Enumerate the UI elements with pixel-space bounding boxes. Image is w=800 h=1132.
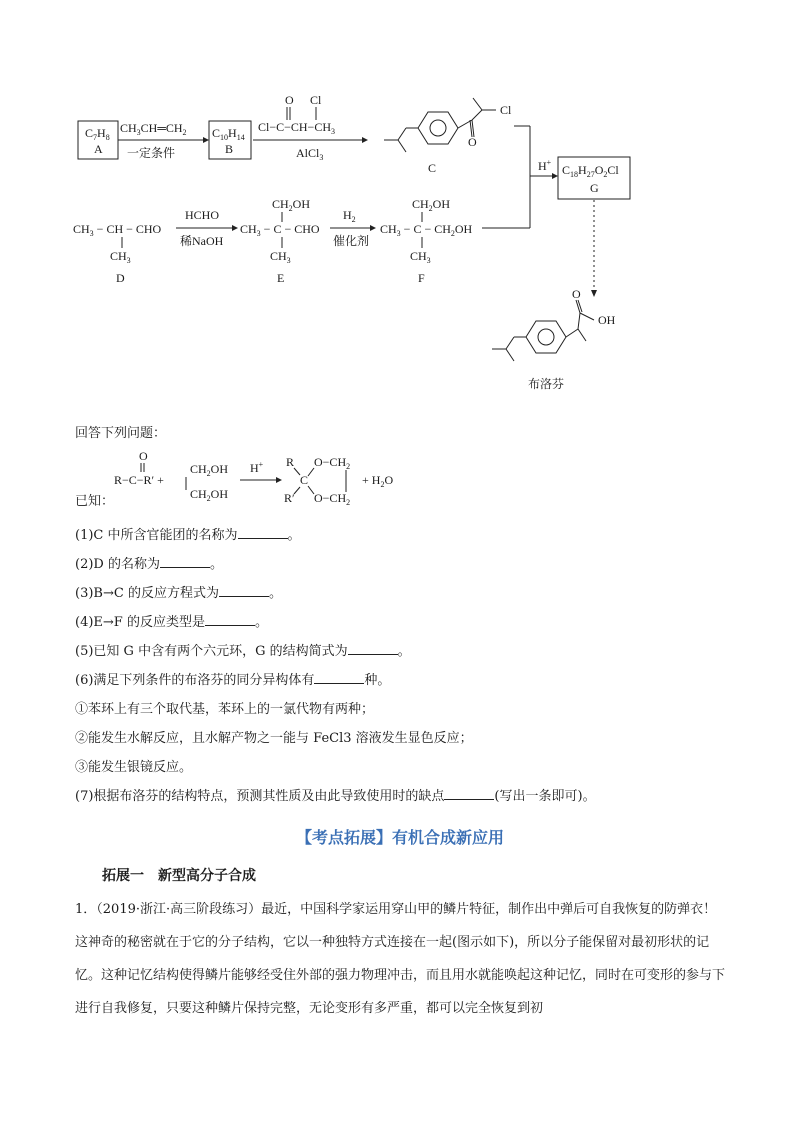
known-diol-top: $CH_2OH$ [190,462,229,478]
compound-e-label: E [277,271,285,285]
known-ring-c: C [300,473,309,487]
question-2: (2)D 的名称为 。 [75,557,223,572]
compound-c-label: C [428,161,437,175]
ibuprofen-structure [492,300,594,361]
catalyst-reagent: 催化剂 [333,234,370,248]
product-name: 布洛芬 [528,377,565,391]
answer-blank[interactable] [444,787,494,800]
compound-c-cl: Cl [500,103,512,117]
compound-f-label: F [418,271,425,285]
answer-blank[interactable] [160,555,210,568]
h2-reagent: $H_2$ [343,208,356,224]
compound-g-formula: $C_{18}H_{27}O_2Cl$ [562,163,619,179]
reagent-cl-top: Cl [310,93,322,107]
question-5: (5)已知 G 中含有两个六元环，G 的结构简式为 。 [75,644,411,659]
question-4: (4)E→F 的反应类型是 。 [75,615,268,630]
answer-blank[interactable] [219,584,269,597]
known-ketone-o: O [139,449,148,463]
question-6: (6)满足下列条件的布洛芬的同分异构体有 种。 [75,673,391,688]
compound-d-label: D [116,271,125,285]
compound-b-formula: $C_{10}H_{14}$ [212,126,245,142]
compound-e-top: $CH_2OH$ [272,197,311,213]
section-title: 【考点拓展】有机合成新应用 [295,828,504,847]
condition-label: 一定条件 [127,146,176,160]
compound-f-top: $CH_2OH$ [412,197,451,213]
known-reaction [0,444,800,524]
known-diol-bottom: $CH_2OH$ [190,487,229,503]
naoh-reagent: 稀NaOH [180,234,224,248]
answer-blank[interactable] [314,671,364,684]
answer-blank[interactable] [238,526,288,539]
known-ring-r2: R′ [284,491,295,505]
product-o: O [572,287,581,301]
known-catalyst: H+ [250,460,264,475]
compound-f-main: $CH_3 - C - CH_2OH$ [380,222,473,238]
condition-1: ①苯环上有三个取代基，苯环上的一氯代物有两种； [75,702,375,717]
compound-a-label: A [94,142,103,156]
question-paragraph: 1．（2019·浙江·高三阶段练习）最近，中国科学家运用穿山甲的鳞片特征，制作出中弹后可自我恢复的防弹衣！这神奇的秘密就在于它的分子结构，它以一种独特方式连接在一起(图示如下)，所以分子能保留对最初形状的记忆。这种记忆结构使得鳞片能够经受住外部的强力物理冲击，而且用水就能唤起这种记忆，同时在可变形的参与下进行自我修复，只要这种鳞片保持完整，无论变形有多严重，都可以完全恢复到初 [75,902,726,1016]
condition-2: ②能发生水解反应，且水解产物之一能与 FeCl3 溶液发生显色反应； [75,731,473,746]
question-3: (3)B→C 的反应方程式为 。 [75,586,282,601]
known-label: 已知： [75,494,115,509]
compound-b-label: B [225,142,234,156]
intro-text: 回答下列问题： [75,426,167,441]
known-ring-o2: $O-CH_2$ [314,491,351,507]
compound-c-structure [384,98,496,152]
reagent-main: $Cl-C-CH-CH_3$ [258,120,335,136]
catalyst-alcl3: AlCl$_3$ [296,146,324,162]
compound-e-sub: $CH_3$ [270,249,291,265]
compound-a-formula: $C_7H_8$ [85,126,110,142]
condition-3: ③能发生银镜反应。 [75,760,193,775]
answer-blank[interactable] [205,613,255,626]
compound-e-main: $CH_3 - C$ − CHO [240,222,320,238]
propene-reagent: $CH_3CH═CH_2$ [120,121,187,137]
subsection-title: 拓展一 新型高分子合成 [102,868,256,884]
compound-d-formula: $CH_3$ − CH − CHO [73,222,162,238]
reagent-o: O [285,93,294,107]
known-ring-o1: $O-CH_2$ [314,455,351,471]
compound-g-label: G [590,181,599,195]
compound-d-sub: $CH_3$ [110,249,131,265]
product-oh: OH [598,313,616,327]
hcho-reagent: HCHO [185,208,220,222]
compound-f-sub: $CH_3$ [410,249,431,265]
question-1: (1)C 中所含官能团的名称为 。 [75,528,301,543]
compound-c-o: O [468,135,477,149]
known-ring-r: R [286,455,295,469]
h-plus-label: H+ [538,158,552,173]
question-7: (7)根据布洛芬的结构特点，预测其性质及由此导致使用时的缺点 (写出一条即可)。 [75,789,596,804]
reaction-scheme [0,0,800,410]
known-water: + $H_2O$ [362,473,394,489]
answer-blank[interactable] [348,642,398,655]
known-ketone: R−C−R′ + [114,473,164,487]
